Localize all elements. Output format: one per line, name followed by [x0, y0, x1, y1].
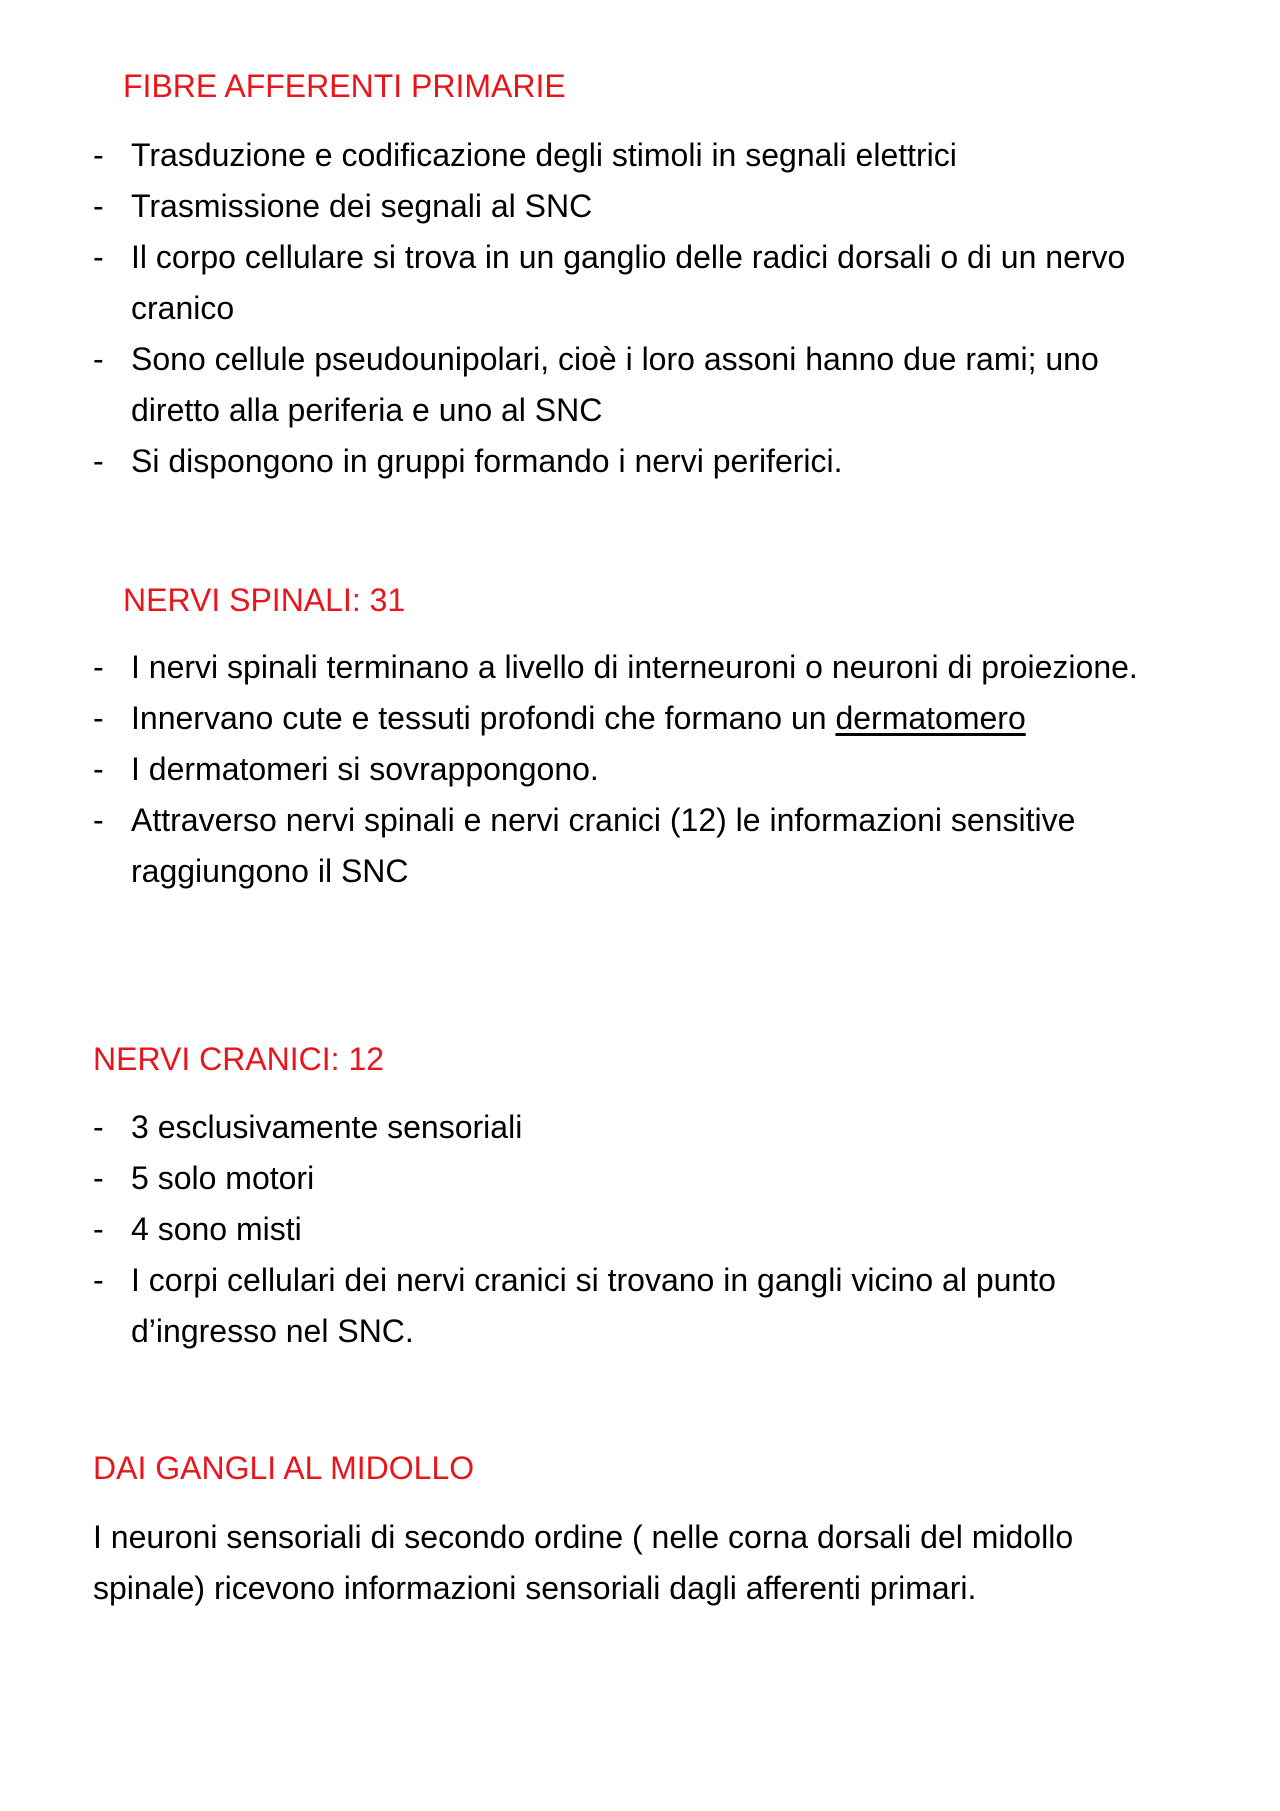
- list-item-text: Il corpo cellulare si trova in un ganglio delle radici dorsali o di un nervo cranico: [131, 239, 1126, 326]
- underlined-term: dermatomero: [835, 700, 1026, 736]
- list-item: [93, 693, 1183, 744]
- list-item: [93, 130, 1183, 181]
- section-heading-fibre-afferenti: FIBRE AFFERENTI PRIMARIE: [123, 68, 566, 104]
- list-nervi-cranici: [93, 1102, 1183, 1357]
- list-item: [93, 1102, 1183, 1153]
- list-item-text: 3 esclusivamente sensoriali: [131, 1109, 523, 1145]
- list-item: [93, 744, 1183, 795]
- list-item: [93, 1255, 1183, 1357]
- list-item-text: I dermatomeri si sovrappongono.: [131, 751, 599, 787]
- bullet-dash: -: [93, 188, 104, 224]
- bullet-dash: -: [93, 1211, 104, 1247]
- section-heading-nervi-spinali: NERVI SPINALI: 31: [123, 582, 406, 618]
- bullet-dash: -: [93, 239, 104, 275]
- list-item-text: 4 sono misti: [131, 1211, 302, 1247]
- list-item: [93, 1153, 1183, 1204]
- list-item: [93, 795, 1183, 897]
- list-item: [93, 1204, 1183, 1255]
- paragraph-dai-gangli: I neuroni sensoriali di secondo ordine ( nelle corna dorsali del midollo spinale) ricevono informazioni sensoriali dagli afferenti primari.: [93, 1519, 1074, 1606]
- bullet-dash: -: [93, 751, 104, 787]
- list-item-text: Trasduzione e codificazione degli stimoli in segnali elettrici: [131, 137, 957, 173]
- list-item: [93, 436, 1183, 487]
- bullet-dash: -: [93, 443, 104, 479]
- list-item-text: Sono cellule pseudounipolari, cioè i loro assoni hanno due rami; uno diretto alla periferia e uno al SNC: [131, 341, 1099, 428]
- bullet-dash: -: [93, 649, 104, 685]
- list-item: [93, 181, 1183, 232]
- list-item: [93, 334, 1183, 436]
- list-item-text: 5 solo motori: [131, 1160, 315, 1196]
- list-item-text: I corpi cellulari dei nervi cranici si trovano in gangli vicino al punto d’ingresso nel SNC.: [131, 1262, 1056, 1349]
- bullet-dash: -: [93, 137, 104, 173]
- list-item: [93, 642, 1183, 693]
- bullet-dash: -: [93, 700, 104, 736]
- bullet-dash: -: [93, 1160, 104, 1196]
- list-fibre-afferenti: [93, 130, 1183, 487]
- bullet-dash: -: [93, 802, 104, 838]
- list-item: [93, 232, 1183, 334]
- section-heading-dai-gangli: DAI GANGLI AL MIDOLLO: [93, 1450, 475, 1486]
- bullet-dash: -: [93, 1109, 104, 1145]
- bullet-dash: -: [93, 341, 104, 377]
- bullet-dash: -: [93, 1262, 104, 1298]
- list-item-text: Si dispongono in gruppi formando i nervi periferici.: [131, 443, 843, 479]
- list-item-text: Innervano cute e tessuti profondi che formano un: [131, 700, 827, 736]
- list-item-text: Trasmissione dei segnali al SNC: [131, 188, 593, 224]
- list-nervi-spinali: [93, 642, 1183, 897]
- list-item-text: I nervi spinali terminano a livello di interneuroni o neuroni di proiezione.: [131, 649, 1138, 685]
- list-item-text: Attraverso nervi spinali e nervi cranici (12) le informazioni sensitive raggiungono il SNC: [131, 802, 1076, 889]
- section-heading-nervi-cranici: NERVI CRANICI: 12: [93, 1041, 385, 1077]
